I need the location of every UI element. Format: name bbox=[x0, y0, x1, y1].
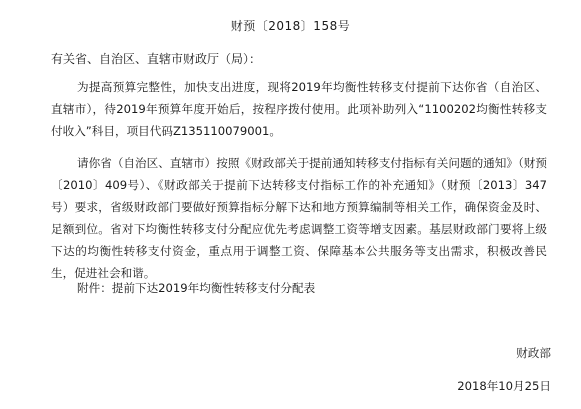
addressee: 有关省、自治区、直辖市财政厅（局）： bbox=[51, 52, 262, 66]
body-paragraph-2: 请你省（自治区、直辖市）按照《财政部关于提前通知转移支付指标有关问题的通知》（财预〔2010〕409号）、《财政部关于提前下达转移支付指标工作的补充通知》（财预〔2013〕347号）要求，省级财政部门要做好预算指标分解下达和地方预算编制等相关工作，确保资金及时、足额到位。省对下均衡性转移支付分配应优先考虑调整工资等增支因素。基层财政部门要将上级下达的均衡性转移支付资金，重点用于调整工资、保障基本公共服务等支出需求，积极改善民生，促进社会和谐。 bbox=[51, 156, 547, 280]
body-paragraph-1: 为提高预算完整性，加快支出进度，现将2019年均衡性转移支付提前下达你省（自治区、直辖市），待2019年预算年度开始后，按程序拨付使用。此项补助列入“1100202均衡性转移支付收入”科目，项目代码Z135110079001。 bbox=[51, 80, 547, 138]
issue-date: 2018年10月25日 bbox=[457, 379, 551, 393]
issuer-signature: 财政部 bbox=[516, 346, 551, 360]
document-number: 财预〔2018〕158号 bbox=[230, 19, 351, 33]
attachment-line: 附件：提前下达2019年均衡性转移支付分配表 bbox=[77, 281, 316, 295]
